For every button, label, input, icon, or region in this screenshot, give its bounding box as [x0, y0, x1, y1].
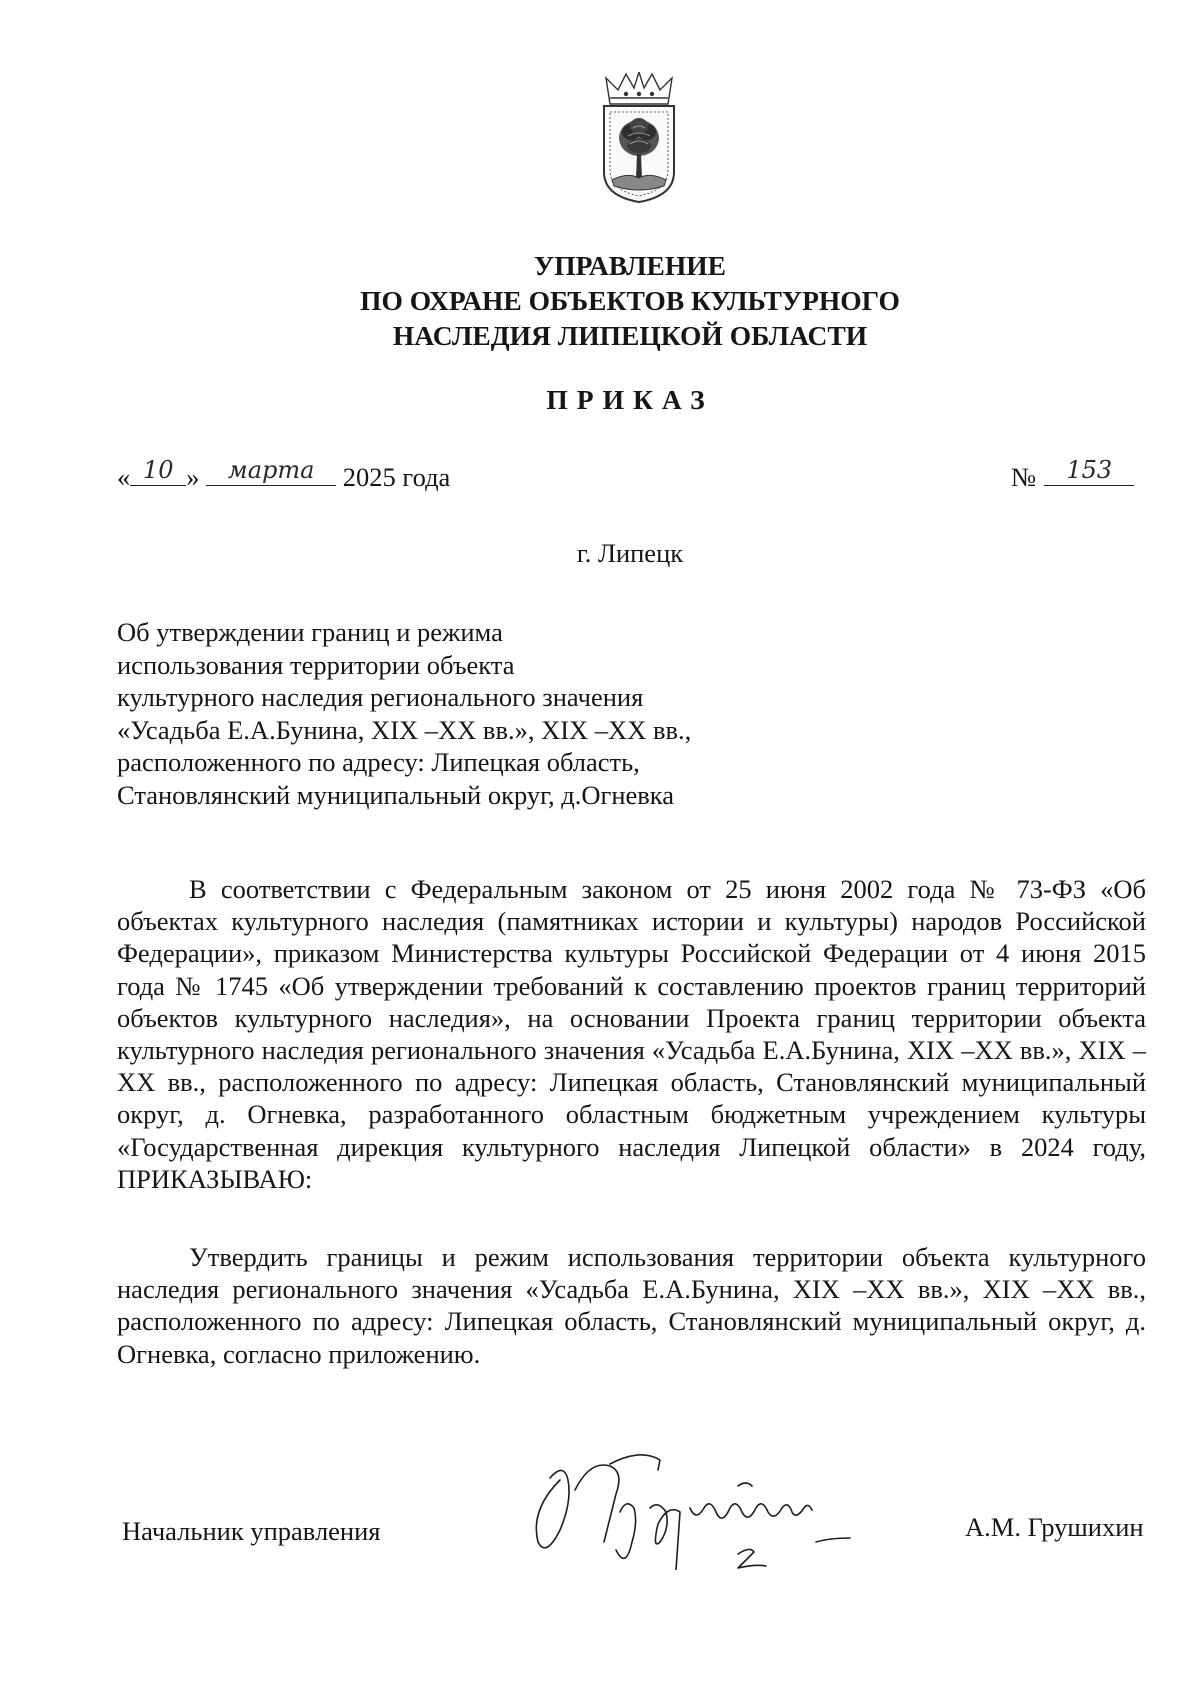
organization-header [0, 248, 1200, 353]
date-year: 2025 года [342, 462, 451, 492]
subject-line-3: культурного наследия регионального значения [117, 682, 644, 712]
resolution-paragraph: Утвердить границы и режим использования территории объекта культурного наследия регионального значения «Усадьба Е.А.Бунина, XIX –XX вв.», XIX –XX вв., расположенного по адресу: Липецкая область, Становлянский муниципальный округ, д. Огневка, согласно приложению. [117, 1242, 1146, 1369]
subject-line-6: Становлянский муниципальный округ, д.Огневка [117, 779, 675, 810]
subject-line-4: «Усадьба Е.А.Бунина, XIX –XX вв.», XIX –XX вв., [117, 714, 692, 745]
subject-line-1: Об утверждении границ и режима [117, 617, 503, 647]
handwritten-number: 153 [1066, 456, 1113, 484]
order-date [117, 456, 451, 493]
order-subject [117, 616, 691, 811]
preamble-paragraph: В соответствии с Федеральным законом от 25 июня 2002 года № 73-ФЗ «Об объектах культурного наследия (памятниках истории и культуры) народов Российской Федерации», приказом Министерства культуры Российской Федерации от 4 июня 2015 года № 1745 «Об утверждении требований к составлению проектов границ территорий объектов культурного наследия», на основании Проекта границ территории объекта культурного наследия регионального значения «Усадьба Е.А.Бунина, XIX –XX вв.», XIX –XX вв., расположенного по адресу: Липецкая область, Становлянский муниципальный округ, д. Огневка, разработанного областным бюджетным учреждением культуры «Государственная дирекция культурного наследия Липецкой области» в 2024 году, ПРИКАЗЫВАЮ: [117, 874, 1146, 1194]
number-sign: № [1011, 462, 1037, 492]
org-name-line-2: ПО ОХРАНЕ ОБЪЕКТОВ КУЛЬТУРНОГО [360, 285, 900, 316]
signer-title: Начальник управления [122, 1516, 381, 1546]
signature-text: Грушихин [820, 1480, 825, 1481]
date-month-blank [206, 456, 336, 486]
signer-name: А.М. Грушихин [965, 1512, 1144, 1542]
subject-line-2: использования территории объекта [117, 649, 515, 680]
org-name-line-1: УПРАВЛЕНИЕ [534, 250, 726, 281]
handwritten-signature [520, 1450, 920, 1570]
date-open-quote: « [117, 462, 131, 492]
subject-line-5: расположенного по адресу: Липецкая область, [117, 747, 640, 777]
order-number-blank [1044, 456, 1134, 486]
document-type-title: ПРИКАЗ [546, 384, 714, 415]
date-close-quote: » [186, 462, 200, 492]
order-number [1011, 456, 1134, 493]
date-day-blank [130, 456, 186, 486]
coat-of-arms-emblem [598, 72, 680, 204]
handwritten-day: 10 [142, 456, 174, 484]
org-name-line-3: НАСЛЕДИЯ ЛИПЕЦКОЙ ОБЛАСТИ [392, 320, 868, 351]
issue-city: г. Липецк [576, 538, 684, 568]
handwritten-month: марта [227, 456, 315, 484]
